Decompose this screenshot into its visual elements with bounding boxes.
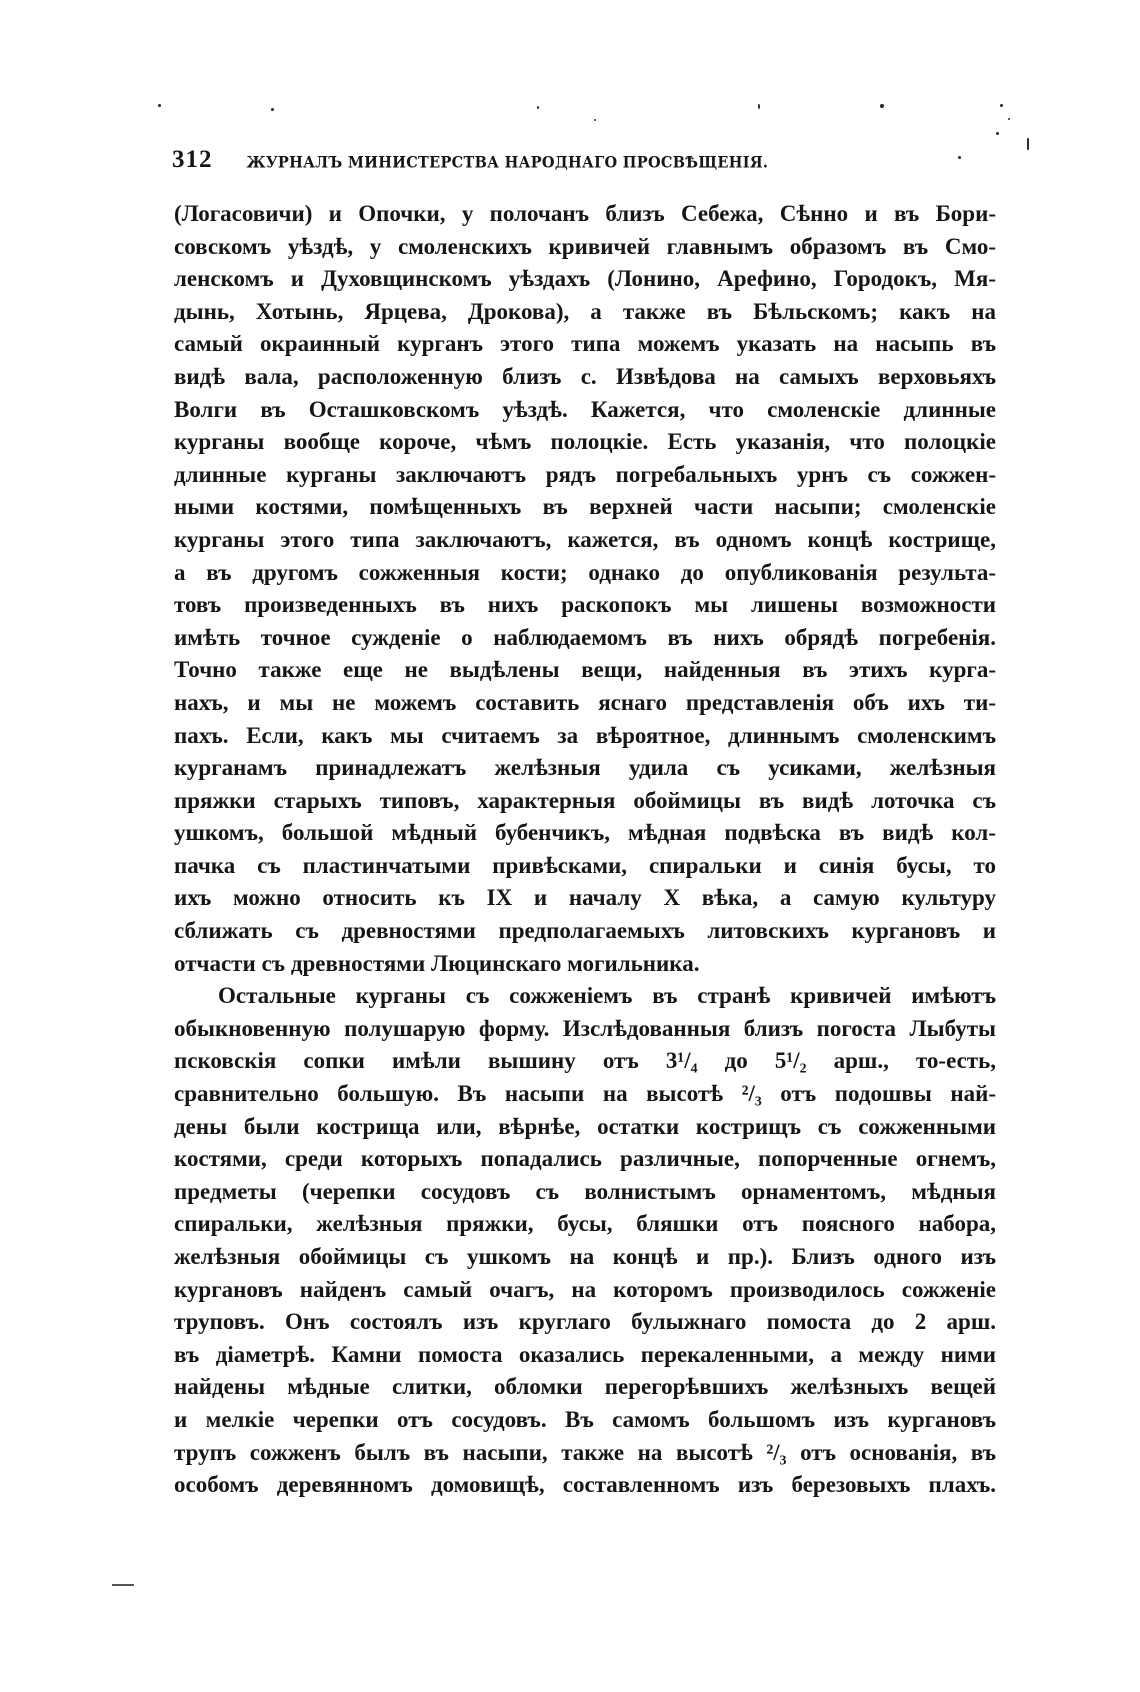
- text-line: костями, среди которыхъ попадались различные, попорченные огнемъ,: [174, 1146, 996, 1172]
- text-line: дынь, Хотынь, Ярцева, Дрокова), а также въ Бѣльскомъ; какъ на: [174, 298, 996, 324]
- paragraph-1: [174, 198, 996, 980]
- text-line: въ діаметрѣ. Камни помоста оказались перекаленными, а между ними: [174, 1341, 996, 1367]
- text-line: труповъ. Онъ состоялъ изъ круглаго булыжнаго помоста до 2 арш.: [174, 1309, 996, 1335]
- page-header: [172, 146, 1032, 174]
- text-line: трупъ сожженъ былъ въ насыпи, также на высотѣ ²/₃ отъ основанія, въ: [174, 1439, 996, 1465]
- text-line: Волги въ Осташковскомъ уѣздѣ. Кажется, что смоленскіе длинные: [174, 396, 996, 422]
- text-line: сближать съ древностями предполагаемыхъ литовскихъ кургановъ и: [174, 918, 996, 944]
- text-line: пахъ. Если, какъ мы считаемъ за вѣроятное, длиннымъ смоленскимъ: [174, 722, 996, 748]
- text-line: самый окраинный курганъ этого типа можемъ указать на насыпь въ: [174, 331, 996, 357]
- footer-rule: [112, 1584, 134, 1586]
- text-line: нахъ, и мы не можемъ составить яснаго представленія объ ихъ ти-: [174, 689, 996, 715]
- scan-speck: [271, 108, 274, 111]
- text-line: Точно также еще не выдѣлены вещи, найденныя въ этихъ курга-: [174, 657, 996, 683]
- scan-speck: [1000, 104, 1003, 107]
- scan-speck: [880, 104, 884, 108]
- text-line: найдены мѣдные слитки, обломки перегорѣвшихъ желѣзныхъ вещей: [174, 1374, 996, 1400]
- text-line: (Логасовичи) и Опочки, у полочанъ близъ Себежа, Сѣнно и въ Бори-: [174, 201, 996, 226]
- text-line: а въ другомъ сожженныя кости; однако до опубликованія результа-: [174, 559, 996, 585]
- scan-speck: [996, 132, 999, 135]
- text-line: имѣть точное сужденіе о наблюдаемомъ въ нихъ обрядѣ погребенія.: [174, 624, 996, 650]
- text-line: кургановъ найденъ самый очагъ, на которомъ производилось сожженіе: [174, 1276, 996, 1302]
- text-line: видѣ вала, расположенную близъ с. Извѣдова на самыхъ верховьяхъ: [174, 363, 996, 389]
- text-line: ихъ можно относить къ IX и началу X вѣка, а самую культуру: [174, 885, 996, 911]
- text-line: особомъ деревянномъ домовищѣ, составленномъ изъ березовыхъ плахъ.: [174, 1472, 996, 1498]
- text-line: обыкновенную полушарую форму. Изслѣдованныя близъ погоста Лыбуты: [174, 1015, 996, 1041]
- text-line: курганы вообще короче, чѣмъ полоцкіе. Есть указанія, что полоцкіе: [174, 429, 996, 455]
- text-line: сравнительно большую. Въ насыпи на высотѣ ²/₃ отъ подошвы най-: [174, 1081, 996, 1107]
- scan-speck: [537, 106, 539, 109]
- text-line: ушкомъ, большой мѣдный бубенчикъ, мѣдная подвѣска въ видѣ кол-: [174, 820, 996, 846]
- scan-speck: [758, 104, 760, 109]
- text-line: желѣзныя обоймицы съ ушкомъ на концѣ и пр.). Близъ одного изъ: [174, 1244, 996, 1269]
- text-line: курганы этого типа заключаютъ, кажется, въ одномъ концѣ кострище,: [174, 526, 996, 552]
- text-line: товъ произведенныхъ въ нихъ раскопокъ мы лишены возможности: [174, 592, 996, 618]
- text-line: дены были кострища или, вѣрнѣе, остатки кострищъ съ сожженными: [174, 1113, 996, 1139]
- running-title: ЖУРНАЛЪ МИНИСТЕРСТВА НАРОДНАГО ПРОСВѢЩЕНІЯ.: [246, 152, 769, 173]
- scan-speck: [158, 104, 161, 107]
- text-line: ленскомъ и Духовщинскомъ уѣздахъ (Лонино, Арефино, Городокъ, Мя-: [174, 266, 996, 292]
- text-line: пряжки старыхъ типовъ, характерныя обоймицы въ видѣ лоточка съ: [174, 787, 996, 813]
- paragraph-2: [174, 980, 996, 1502]
- text-line: Остальные курганы съ сожженіемъ въ странѣ кривичей имѣютъ: [218, 983, 996, 1009]
- text-line: и мелкіе черепки отъ сосудовъ. Въ самомъ большомъ изъ кургановъ: [174, 1406, 996, 1432]
- text-line: отчасти съ древностями Люцинскаго могильника.: [174, 950, 700, 976]
- text-line: псковскія сопки имѣли вышину отъ 3¹/₄ до 5¹/₂ арш., то-есть,: [174, 1048, 996, 1074]
- scan-speck: [1008, 118, 1010, 120]
- text-line: спиральки, желѣзныя пряжки, бусы, бляшки отъ поясного набора,: [174, 1211, 996, 1237]
- body-text: [174, 198, 996, 1502]
- text-line: пачка съ пластинчатыми привѣсками, спиральки и синія бусы, то: [174, 852, 996, 878]
- text-line: длинные курганы заключаютъ рядъ погребальныхъ урнъ съ сожжен-: [174, 461, 996, 487]
- page-number: 312: [172, 146, 213, 173]
- text-line: совскомъ уѣздѣ, у смоленскихъ кривичей главнымъ образомъ въ Смо-: [174, 233, 996, 259]
- text-line: ными костями, помѣщенныхъ въ верхней части насыпи; смоленскіе: [174, 494, 996, 520]
- scan-speck: [594, 119, 596, 121]
- text-line: курганамъ принадлежатъ желѣзныя удила съ усиками, желѣзныя: [174, 755, 996, 781]
- text-line: предметы (черепки сосудовъ съ волнистымъ орнаментомъ, мѣдныя: [174, 1178, 996, 1204]
